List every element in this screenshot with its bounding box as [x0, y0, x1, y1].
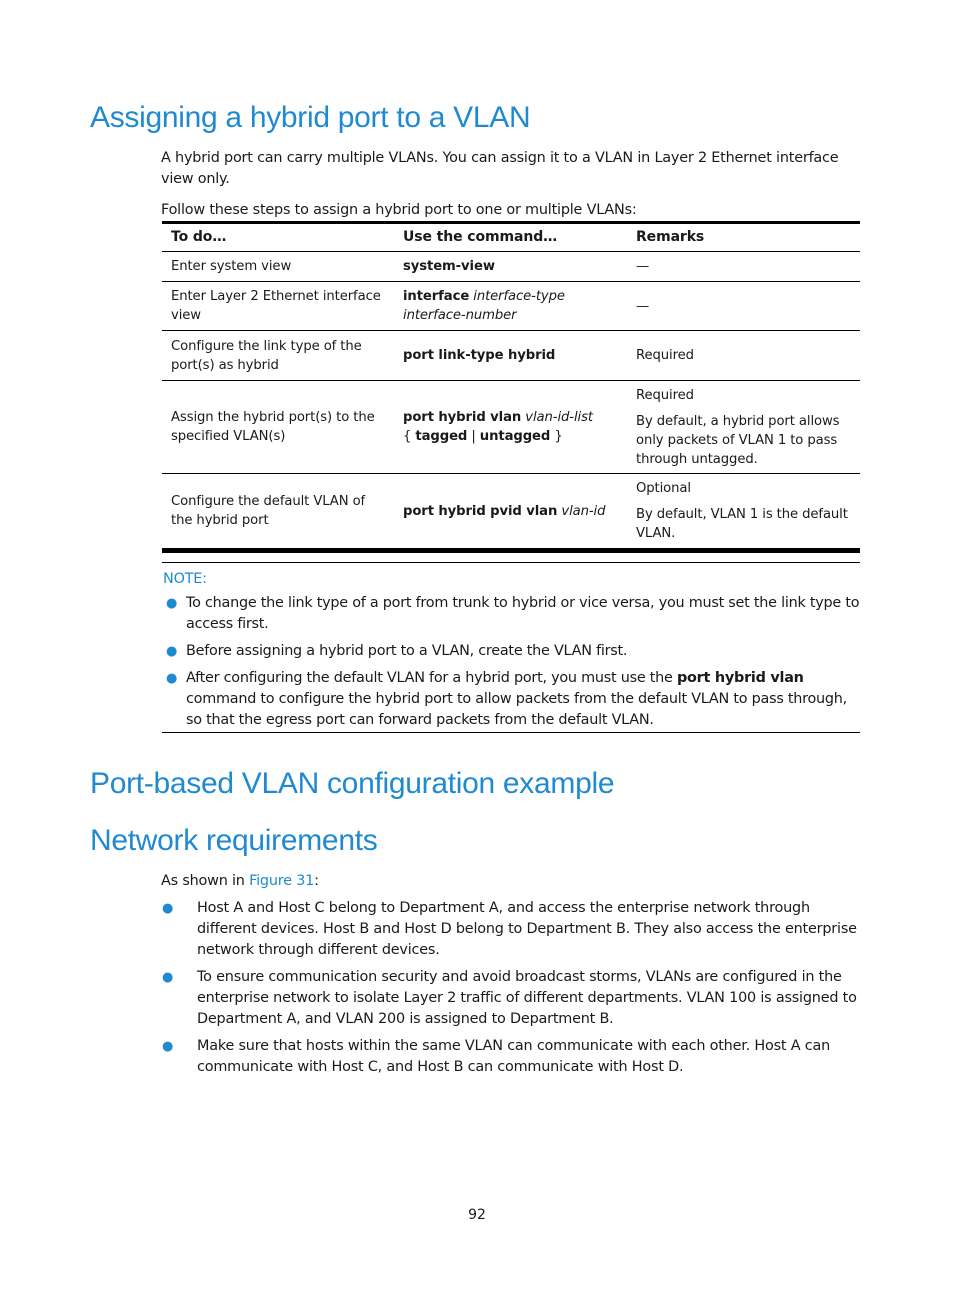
row-todo: Configure the link type of the port(s) as hybrid [171, 338, 362, 373]
command-argument: vlan-id-list [525, 410, 593, 425]
row-remarks [627, 386, 860, 469]
intro-colon: : [314, 873, 319, 889]
command-keyword: port hybrid vlan [403, 410, 522, 425]
requirements-intro [161, 871, 866, 892]
command-keyword: port link-type hybrid [403, 348, 556, 363]
requirement-text: To ensure communication security and avoid broadcast storms, VLANs are configured in the enterprise network to isolate Layer 2 traffic of different departments. VLAN 100 is assigned to Department A, and VLAN 200 is assigned to Department B. [197, 969, 857, 1027]
list-item [161, 898, 866, 961]
row-command [394, 408, 627, 446]
row-command [394, 257, 627, 276]
requirements-list [161, 898, 866, 1084]
requirement-text: Host A and Host C belong to Department A, and access the enterprise network through different devices. Host B and Host D belong to Department B. They also access the enterprise network through different devices. [197, 900, 857, 958]
list-item [161, 1036, 866, 1078]
note-text: Before assigning a hybrid port to a VLAN, create the VLAN first. [186, 643, 628, 659]
table-row [162, 381, 860, 474]
table-row [162, 474, 860, 549]
page-number: 92 [468, 1207, 486, 1223]
figure-link[interactable]: Figure 31 [249, 873, 315, 889]
steps-table [162, 221, 860, 553]
steps-intro: Follow these steps to assign a hybrid port to one or multiple VLANs: [161, 202, 637, 218]
bullet-icon: ● [162, 1039, 174, 1054]
list-item [162, 593, 860, 635]
row-todo: Assign the hybrid port(s) to the specified VLAN(s) [171, 410, 375, 444]
row-remarks [627, 346, 860, 365]
pipe-separator: | [471, 429, 476, 444]
header-todo: To do… [171, 229, 227, 245]
remark-line: Optional [636, 481, 691, 496]
list-item [161, 967, 866, 1030]
row-todo: Configure the default VLAN of the hybrid port [171, 494, 366, 528]
remark-line: By default, VLAN 1 is the default VLAN. [636, 507, 848, 541]
bullet-icon: ● [162, 901, 174, 916]
table-bottom-rule [162, 549, 860, 553]
bullet-icon: ● [166, 596, 178, 611]
row-remarks [627, 479, 860, 543]
note-command: port hybrid vlan [676, 670, 804, 686]
note-text-pre: After configuring the default VLAN for a hybrid port, you must use the [186, 670, 677, 686]
row-command [394, 502, 627, 521]
list-item [162, 668, 860, 731]
brace-close: } [554, 429, 563, 444]
command-keyword: interface [403, 289, 470, 304]
note-text-post: command to configure the hybrid port to allow packets from the default VLAN to pass through, so that the egress port can forward packets from the default VLAN. [186, 691, 848, 728]
command-argument: vlan-id [561, 503, 606, 519]
note-label: NOTE: [163, 571, 207, 587]
command-argument: interface-type interface-number [403, 289, 565, 323]
command-option-tagged: tagged [415, 429, 468, 444]
row-command [394, 346, 627, 365]
remark-line: By default, a hybrid port allows only packets of VLAN 1 to pass through untagged. [636, 413, 840, 467]
brace-open: { [403, 429, 412, 444]
list-item [162, 641, 860, 662]
requirement-text: Make sure that hosts within the same VLAN can communicate with each other. Host A can communicate with Host C, and Host B can communicate with Host D. [197, 1038, 830, 1075]
row-remarks [627, 257, 860, 276]
bullet-icon: ● [162, 970, 174, 985]
row-command [394, 287, 627, 325]
section-title-network-requirements: Network requirements [90, 824, 378, 857]
remark-line: — [636, 259, 650, 274]
bullet-icon: ● [166, 671, 178, 686]
command-keyword: port hybrid pvid vlan [403, 503, 558, 519]
header-command: Use the command… [403, 229, 558, 245]
note-text: To change the link type of a port from trunk to hybrid or vice versa, you must set the link type to access first. [186, 595, 860, 632]
note-box [162, 562, 860, 733]
command-keyword: system-view [403, 259, 495, 274]
table-header-row [162, 224, 860, 252]
intro-paragraph: A hybrid port can carry multiple VLANs. You can assign it to a VLAN in Layer 2 Ethernet interface view only. [161, 150, 839, 187]
header-remarks: Remarks [636, 229, 705, 245]
note-list [162, 593, 860, 731]
remark-line: Required [636, 348, 694, 363]
table-row [162, 331, 860, 381]
table-row [162, 282, 860, 331]
row-remarks [627, 297, 860, 316]
bullet-icon: ● [166, 644, 178, 659]
section-title-assigning-hybrid-port: Assigning a hybrid port to a VLAN [90, 101, 531, 134]
table-row [162, 252, 860, 282]
command-option-untagged: untagged [479, 429, 551, 444]
remark-line: — [636, 298, 650, 314]
row-todo: Enter Layer 2 Ethernet interface view [171, 289, 381, 323]
section-title-port-based-vlan-example: Port-based VLAN configuration example [90, 767, 615, 800]
intro-text: As shown in [161, 873, 250, 889]
remark-line: Required [636, 387, 694, 403]
row-todo: Enter system view [171, 259, 292, 274]
